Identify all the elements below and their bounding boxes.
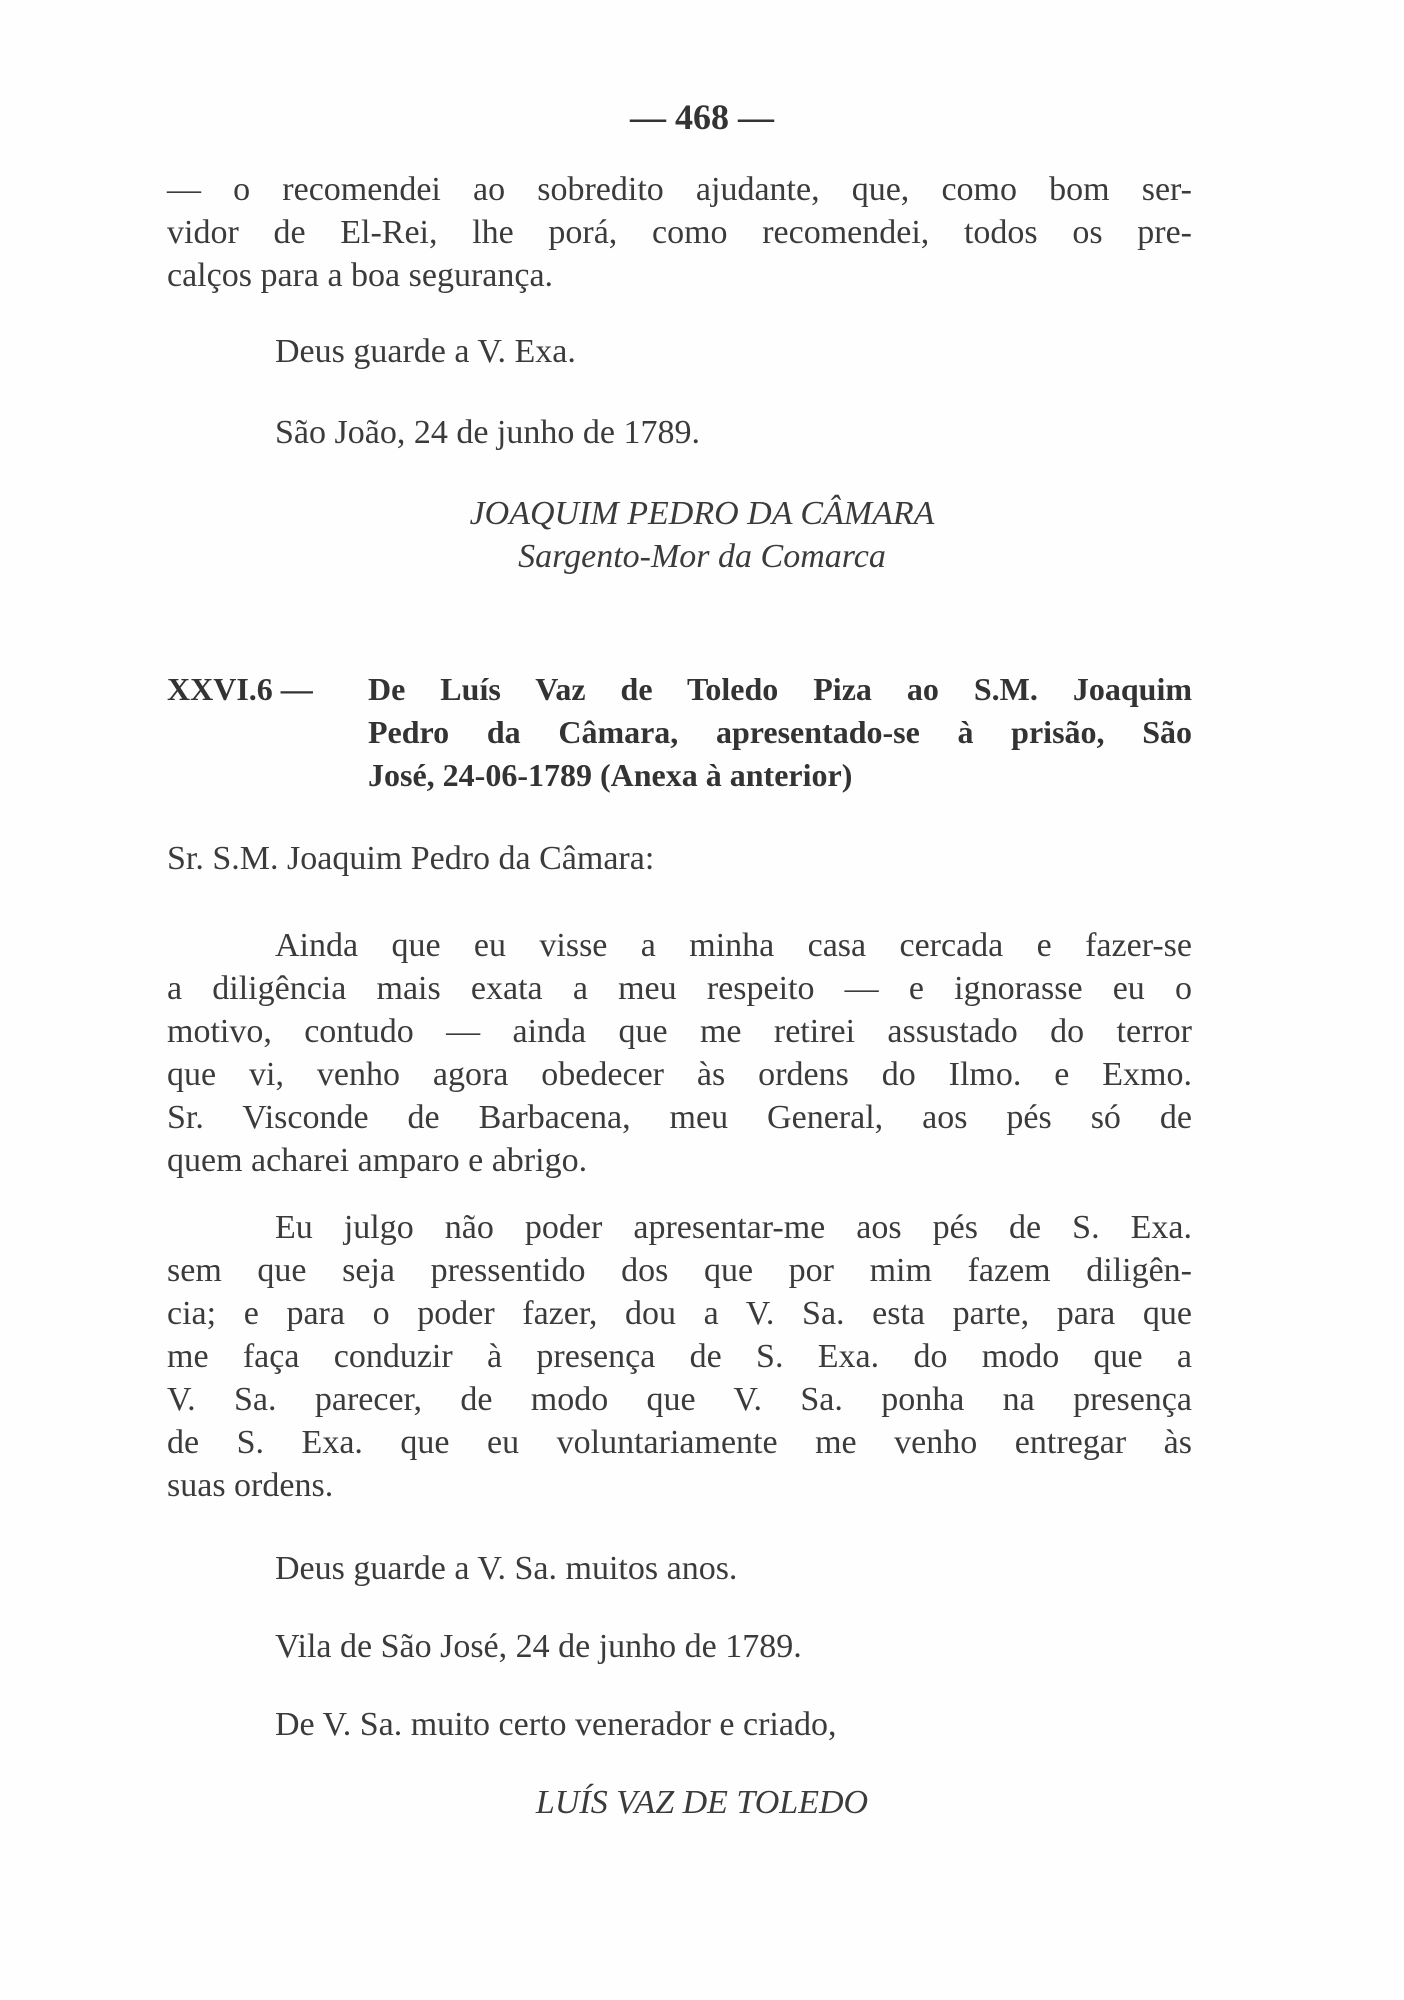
text-line: que vi, venho agora obedecer às ordens do Ilmo. e Exmo. (167, 1056, 1192, 1093)
letter-farewell: Deus guarde a V. Sa. muitos anos. (275, 1550, 738, 1587)
section-heading (167, 668, 1192, 797)
text-line: a diligência mais exata a meu respeito — e ignorasse eu o (167, 970, 1192, 1007)
text-line: Sr. Visconde de Barbacena, meu General, aos pés só de (167, 1099, 1192, 1136)
letter-salutation: Sr. S.M. Joaquim Pedro da Câmara: (167, 840, 655, 877)
text-line: V. Sa. parecer, de modo que V. Sa. ponha na presença (167, 1381, 1192, 1418)
section-number: XXVI.6 — (167, 671, 313, 707)
text-line: cia; e para o poder fazer, dou a V. Sa. esta parte, para que (167, 1295, 1192, 1332)
first-letter-farewell: Deus guarde a V. Exa. (275, 333, 576, 370)
letter-paragraph-1 (167, 924, 1192, 1182)
first-letter-signature-title: Sargento-Mor da Comarca (518, 538, 886, 575)
text-line: sem que seja pressentido dos que por mim fazem diligên- (167, 1252, 1192, 1289)
letter-valediction: De V. Sa. muito certo venerador e criado, (275, 1706, 837, 1743)
text-line: Eu julgo não poder apresentar-me aos pés de S. Exa. (275, 1209, 1192, 1246)
text-line: de S. Exa. que eu voluntariamente me venho entregar às (167, 1424, 1192, 1461)
text-line: motivo, contudo — ainda que me retirei assustado do terror (167, 1013, 1192, 1050)
text-line: calços para a boa segurança. (167, 257, 554, 294)
text-line: quem acharei amparo e abrigo. (167, 1142, 588, 1179)
letter-place-date: Vila de São José, 24 de junho de 1789. (275, 1628, 802, 1665)
text-line: vidor de El-Rei, lhe porá, como recomendei, todos os pre- (167, 214, 1192, 251)
letter-signature-name: LUÍS VAZ DE TOLEDO (535, 1784, 869, 1821)
heading-line: Pedro da Câmara, apresentado-se à prisão, São (368, 714, 1192, 750)
text-line: me faça conduzir à presença de S. Exa. do modo que a (167, 1338, 1192, 1375)
heading-line: José, 24-06-1789 (Anexa à anterior) (368, 757, 853, 793)
text-line: Ainda que eu visse a minha casa cercada e fazer-se (275, 927, 1192, 964)
first-letter-signature-name: JOAQUIM PEDRO DA CÂMARA (469, 495, 935, 532)
opening-paragraph (167, 168, 1192, 297)
heading-line: De Luís Vaz de Toledo Piza ao S.M. Joaquim (368, 671, 1192, 707)
text-line: suas ordens. (167, 1467, 334, 1504)
text-line: — o recomendei ao sobredito ajudante, que, como bom ser- (167, 171, 1192, 208)
page-number: — 468 — (630, 97, 774, 137)
first-letter-place-date: São João, 24 de junho de 1789. (275, 414, 700, 451)
letter-paragraph-2 (167, 1206, 1192, 1507)
